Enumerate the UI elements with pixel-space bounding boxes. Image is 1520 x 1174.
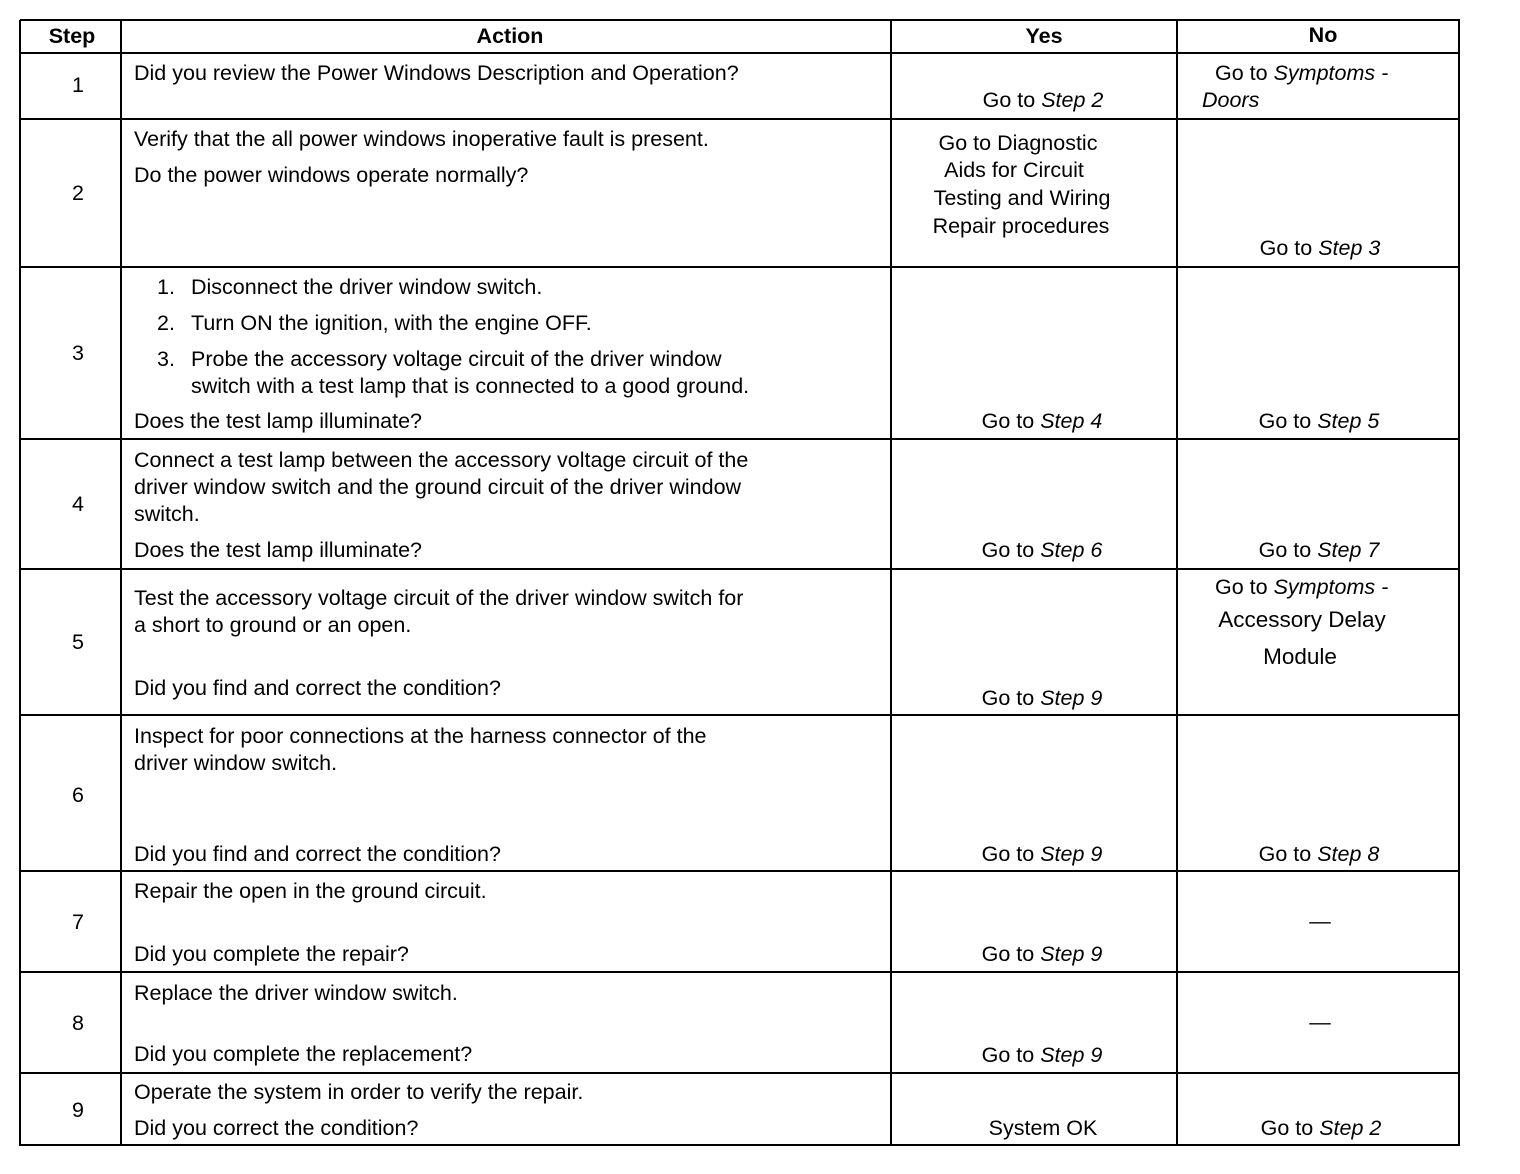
step-link: Step 9: [1040, 1043, 1103, 1067]
step-link: Step 9: [1040, 942, 1103, 966]
row-divider: [20, 714, 1460, 716]
action-text: switch.: [134, 502, 200, 526]
step-link: Step 7: [1317, 538, 1380, 562]
row-divider: [20, 568, 1460, 570]
yes-cell: [982, 687, 1103, 709]
action-text: driver window switch.: [134, 751, 338, 775]
table-border: [20, 1144, 1460, 1146]
yes-line: Aids for Circuit: [944, 158, 1084, 182]
action-text: Verify that the all power windows inoperative fault is present.: [134, 127, 709, 151]
step-number: 6: [72, 783, 84, 807]
step-number: 4: [72, 492, 84, 516]
symptoms-link: Symptoms -: [1273, 61, 1389, 85]
yes-cell: [982, 1044, 1103, 1066]
no-cell: [1259, 843, 1380, 865]
step-number: 3: [72, 341, 84, 365]
table-border: [1458, 20, 1460, 1146]
step-number: 9: [72, 1098, 84, 1122]
step-link: Step 8: [1317, 842, 1380, 866]
yes-text: System OK: [988, 1116, 1098, 1140]
step-number: 5: [72, 630, 84, 654]
go-to-prefix: Go to: [1260, 1116, 1314, 1140]
list-number: 1.: [157, 275, 175, 299]
go-to-prefix: Go to: [981, 942, 1035, 966]
go-to-prefix: Go to: [1258, 538, 1312, 562]
no-cell: [1215, 62, 1388, 84]
list-item: Probe the accessory voltage circuit of the driver window: [191, 347, 722, 371]
go-to-prefix: Go to: [1259, 236, 1313, 260]
action-question: Do the power windows operate normally?: [134, 163, 529, 187]
go-to-prefix: Go to: [981, 1043, 1035, 1067]
action-text: Repair the open in the ground circuit.: [134, 879, 487, 903]
step-link: Step 2: [1319, 1116, 1382, 1140]
header-step: Step: [48, 24, 96, 48]
no-cell-line: [1202, 89, 1259, 111]
no-dash: —: [1309, 909, 1331, 933]
go-to-prefix: Go to: [1258, 842, 1312, 866]
symptoms-link-cont: Doors: [1202, 88, 1260, 112]
action-text: Inspect for poor connections at the harness connector of the: [134, 724, 707, 748]
column-divider: [890, 20, 892, 1146]
step-number: 2: [72, 181, 84, 205]
list-item: Disconnect the driver window switch.: [191, 275, 543, 299]
go-to-prefix: Go to: [981, 842, 1035, 866]
table-border: [20, 19, 1460, 21]
go-to-prefix: Go to: [981, 409, 1035, 433]
action-question: Did you find and correct the condition?: [134, 842, 501, 866]
step-number: 1: [72, 73, 84, 97]
list-number: 2.: [157, 311, 175, 335]
no-line: Module: [1263, 644, 1337, 669]
row-divider: [20, 971, 1460, 973]
action-question: Did you find and correct the condition?: [134, 676, 501, 700]
step-link: Step 3: [1318, 236, 1381, 260]
list-item: Turn ON the ignition, with the engine OFF.: [191, 311, 592, 335]
go-to-prefix: Go to: [1215, 61, 1268, 85]
go-to-prefix: Go to: [1215, 575, 1268, 599]
go-to-prefix: Go to: [981, 686, 1035, 710]
yes-line: Go to Diagnostic: [938, 131, 1098, 155]
step-link: Step 6: [1040, 538, 1103, 562]
action-text: Operate the system in order to verify the repair.: [134, 1080, 584, 1104]
go-to-prefix: Go to: [981, 538, 1035, 562]
yes-line: Repair procedures: [932, 214, 1110, 238]
list-item-cont: switch with a test lamp that is connected to a good ground.: [191, 374, 750, 398]
row-divider: [20, 266, 1460, 268]
action-question: Did you correct the condition?: [134, 1116, 419, 1140]
yes-cell: [982, 539, 1103, 561]
action-text: Replace the driver window switch.: [134, 981, 458, 1005]
symptoms-link: Symptoms -: [1273, 575, 1389, 599]
no-cell: [1259, 539, 1380, 561]
step-link: Step 2: [1041, 88, 1104, 112]
action-text: a short to ground or an open.: [134, 613, 412, 637]
action-question: Did you complete the replacement?: [134, 1042, 473, 1066]
row-divider: [20, 52, 1460, 54]
no-cell: [1215, 576, 1388, 598]
header-yes: Yes: [1025, 24, 1063, 48]
step-link: Step 5: [1317, 409, 1380, 433]
table-border: [19, 20, 21, 1146]
header-action: Action: [476, 24, 544, 48]
action-text: Did you review the Power Windows Description and Operation?: [134, 61, 739, 85]
go-to-prefix: Go to: [1258, 409, 1312, 433]
column-divider: [1176, 20, 1178, 1146]
yes-cell: [982, 943, 1103, 965]
action-text: driver window switch and the ground circuit of the driver window: [134, 475, 742, 499]
row-divider: [20, 1072, 1460, 1074]
action-question: Did you complete the repair?: [134, 942, 409, 966]
header-no: No: [1308, 23, 1338, 47]
action-text: Test the accessory voltage circuit of the driver window switch for: [134, 586, 744, 610]
yes-cell: [982, 843, 1103, 865]
no-cell: [1260, 237, 1381, 259]
list-number: 3.: [157, 347, 175, 371]
action-question: Does the test lamp illuminate?: [134, 538, 423, 562]
no-line: Accessory Delay: [1218, 607, 1386, 632]
yes-cell: [983, 89, 1104, 111]
row-divider: [20, 438, 1460, 440]
yes-line: Testing and Wiring: [933, 186, 1111, 210]
step-link: Step 9: [1040, 842, 1103, 866]
step-link: Step 9: [1040, 686, 1103, 710]
row-divider: [20, 870, 1460, 872]
row-divider: [20, 118, 1460, 120]
yes-cell: [982, 410, 1103, 432]
no-cell: [1259, 410, 1380, 432]
step-link: Step 4: [1040, 409, 1103, 433]
column-divider: [120, 20, 122, 1146]
step-number: 7: [72, 910, 84, 934]
no-dash: —: [1309, 1010, 1331, 1034]
no-cell: [1261, 1117, 1382, 1139]
go-to-prefix: Go to: [982, 88, 1036, 112]
action-text: Connect a test lamp between the accessory voltage circuit of the: [134, 448, 749, 472]
step-number: 8: [72, 1011, 84, 1035]
action-question: Does the test lamp illuminate?: [134, 409, 423, 433]
